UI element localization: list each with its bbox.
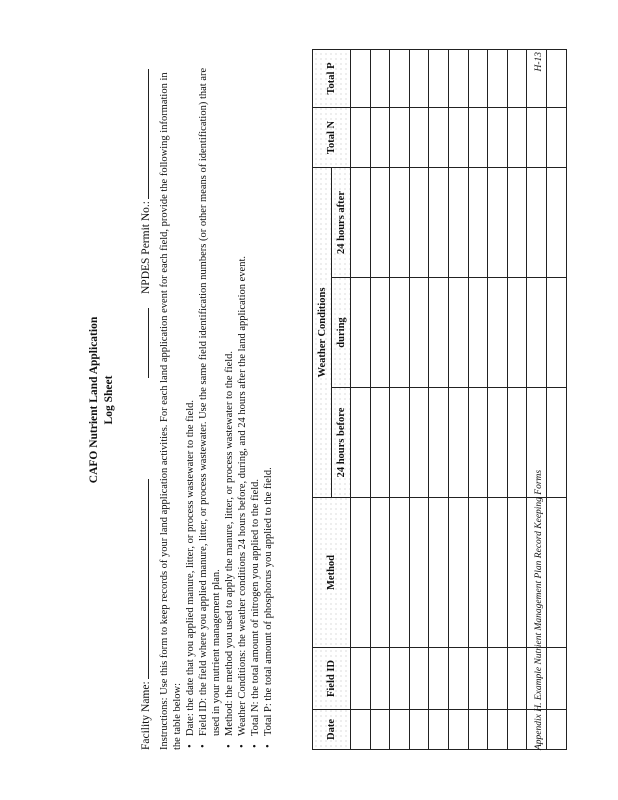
facility-name-field [136, 479, 152, 750]
table-row [468, 49, 488, 749]
cell-total-n[interactable] [429, 107, 449, 167]
cell-total-p[interactable] [488, 49, 508, 107]
cell-during[interactable] [468, 278, 488, 388]
table-row [448, 49, 468, 749]
log-sheet-page [50, 40, 550, 760]
cell-total-n[interactable] [468, 107, 488, 167]
cell-24h-after[interactable] [507, 167, 527, 277]
cell-field-id[interactable] [488, 648, 508, 710]
col-header-weather-conditions: Weather Conditions [313, 167, 332, 497]
cell-24h-before[interactable] [507, 388, 527, 498]
col-header-24h-after: 24 hours after [332, 167, 351, 277]
table-row [488, 49, 508, 749]
cell-total-p[interactable] [507, 49, 527, 107]
cell-date[interactable] [351, 710, 371, 750]
npdes-permit-field [136, 69, 152, 380]
instruction-item-total-p: • Total P: the total amount of phosphorus you applied to the field. [262, 60, 275, 736]
table-row [351, 49, 371, 749]
cell-total-n[interactable] [448, 107, 468, 167]
cell-24h-after[interactable] [409, 167, 429, 277]
cell-field-id[interactable] [390, 648, 410, 710]
cell-field-id[interactable] [429, 648, 449, 710]
cell-date[interactable] [429, 710, 449, 750]
cell-method[interactable] [468, 498, 488, 648]
cell-date[interactable] [468, 710, 488, 750]
cell-method[interactable] [351, 498, 371, 648]
cell-during[interactable] [390, 278, 410, 388]
cell-field-id[interactable] [546, 648, 566, 710]
cell-total-n[interactable] [409, 107, 429, 167]
form-subtitle: Log Sheet [103, 375, 115, 425]
cell-field-id[interactable] [448, 648, 468, 710]
cell-24h-after[interactable] [390, 167, 410, 277]
cell-method[interactable] [370, 498, 390, 648]
cell-total-n[interactable] [370, 107, 390, 167]
table-row [507, 49, 527, 749]
cell-24h-before[interactable] [370, 388, 390, 498]
cell-date[interactable] [409, 710, 429, 750]
cell-during[interactable] [409, 278, 429, 388]
cell-during[interactable] [370, 278, 390, 388]
cell-total-p[interactable] [448, 49, 468, 107]
cell-method[interactable] [390, 498, 410, 648]
instruction-item-field-id: • Field ID: the field where you applied manure, litter, or process wastewater. Use the same field identification numbers (or other means of identification) that are used in your nutrient management plan. [197, 60, 223, 736]
table-row [429, 49, 449, 749]
npdes-permit-label: NPDES Permit No.: [140, 201, 152, 294]
cell-field-id[interactable] [351, 648, 371, 710]
page-number: H-13 [534, 52, 544, 72]
cell-date[interactable] [448, 710, 468, 750]
npdes-leading-blank [136, 308, 149, 378]
cell-total-p[interactable] [468, 49, 488, 107]
cell-during[interactable] [546, 278, 566, 388]
cell-total-p[interactable] [409, 49, 429, 107]
cell-total-n[interactable] [351, 107, 371, 167]
col-header-total-p: Total P [313, 49, 351, 107]
cell-total-p[interactable] [351, 49, 371, 107]
cell-total-p[interactable] [546, 49, 566, 107]
cell-24h-after[interactable] [468, 167, 488, 277]
col-header-method: Method [313, 498, 351, 648]
cell-during[interactable] [488, 278, 508, 388]
cell-date[interactable] [390, 710, 410, 750]
cell-24h-after[interactable] [546, 167, 566, 277]
footer-caption: Appendix H. Example Nutrient Management Plan Record Keeping Forms [534, 469, 544, 750]
cell-method[interactable] [429, 498, 449, 648]
cell-24h-after[interactable] [370, 167, 390, 277]
cell-total-p[interactable] [429, 49, 449, 107]
col-header-field-id: Field ID [313, 648, 351, 710]
cell-24h-before[interactable] [390, 388, 410, 498]
cell-24h-after[interactable] [488, 167, 508, 277]
instruction-item-weather: • Weather Conditions: the weather conditions 24 hours before, during, and 24 hours after the land application event. [236, 60, 249, 736]
cell-during[interactable] [507, 278, 527, 388]
cell-total-n[interactable] [527, 107, 547, 167]
table-row [370, 49, 390, 749]
cell-24h-before[interactable] [351, 388, 371, 498]
cell-during[interactable] [351, 278, 371, 388]
cell-method[interactable] [546, 498, 566, 648]
cell-24h-before[interactable] [409, 388, 429, 498]
cell-date[interactable] [488, 710, 508, 750]
cell-method[interactable] [409, 498, 429, 648]
cell-24h-before[interactable] [468, 388, 488, 498]
cell-total-p[interactable] [390, 49, 410, 107]
cell-24h-before[interactable] [429, 388, 449, 498]
facility-name-blank[interactable] [136, 479, 149, 679]
cell-date[interactable] [370, 710, 390, 750]
col-header-during: during [332, 278, 351, 388]
cell-24h-after[interactable] [448, 167, 468, 277]
cell-field-id[interactable] [507, 648, 527, 710]
col-header-24h-before: 24 hours before [332, 388, 351, 498]
facility-name-label: Facility Name: [140, 681, 152, 750]
cell-24h-after[interactable] [527, 167, 547, 277]
land-application-log-table [312, 49, 567, 750]
cell-date[interactable] [546, 710, 566, 750]
instructions-list [184, 60, 275, 750]
cell-24h-before[interactable] [488, 388, 508, 498]
cell-during[interactable] [527, 278, 547, 388]
form-title: CAFO Nutrient Land Application [88, 316, 100, 484]
cell-field-id[interactable] [468, 648, 488, 710]
cell-24h-after[interactable] [351, 167, 371, 277]
col-header-total-n: Total N [313, 107, 351, 167]
instruction-item-method: • Method: the method you used to apply the manure, litter, or process wastewater to the field. [223, 60, 236, 736]
instructions [158, 60, 275, 750]
npdes-permit-blank[interactable] [136, 69, 149, 199]
table-row [409, 49, 429, 749]
cell-total-p[interactable] [370, 49, 390, 107]
table-row [546, 49, 566, 749]
cell-total-n[interactable] [507, 107, 527, 167]
cell-total-n[interactable] [390, 107, 410, 167]
cell-24h-before[interactable] [546, 388, 566, 498]
cell-total-n[interactable] [488, 107, 508, 167]
cell-24h-before[interactable] [448, 388, 468, 498]
cell-method[interactable] [488, 498, 508, 648]
cell-during[interactable] [448, 278, 468, 388]
instruction-item-date: • Date: the date that you applied manure, litter, or process wastewater to the field. [184, 60, 197, 736]
cell-total-n[interactable] [546, 107, 566, 167]
cell-field-id[interactable] [370, 648, 390, 710]
cell-field-id[interactable] [409, 648, 429, 710]
cell-24h-after[interactable] [429, 167, 449, 277]
cell-date[interactable] [507, 710, 527, 750]
cell-during[interactable] [429, 278, 449, 388]
cell-method[interactable] [507, 498, 527, 648]
instruction-item-total-n: • Total N: the total amount of nitrogen you applied to the field. [249, 60, 262, 736]
cell-method[interactable] [448, 498, 468, 648]
col-header-date: Date [313, 710, 351, 750]
table-row [390, 49, 410, 749]
instructions-intro: Instructions: Use this form to keep records of your land application activities. For each land application event for each field, provide the following information in the table below: [159, 72, 183, 750]
